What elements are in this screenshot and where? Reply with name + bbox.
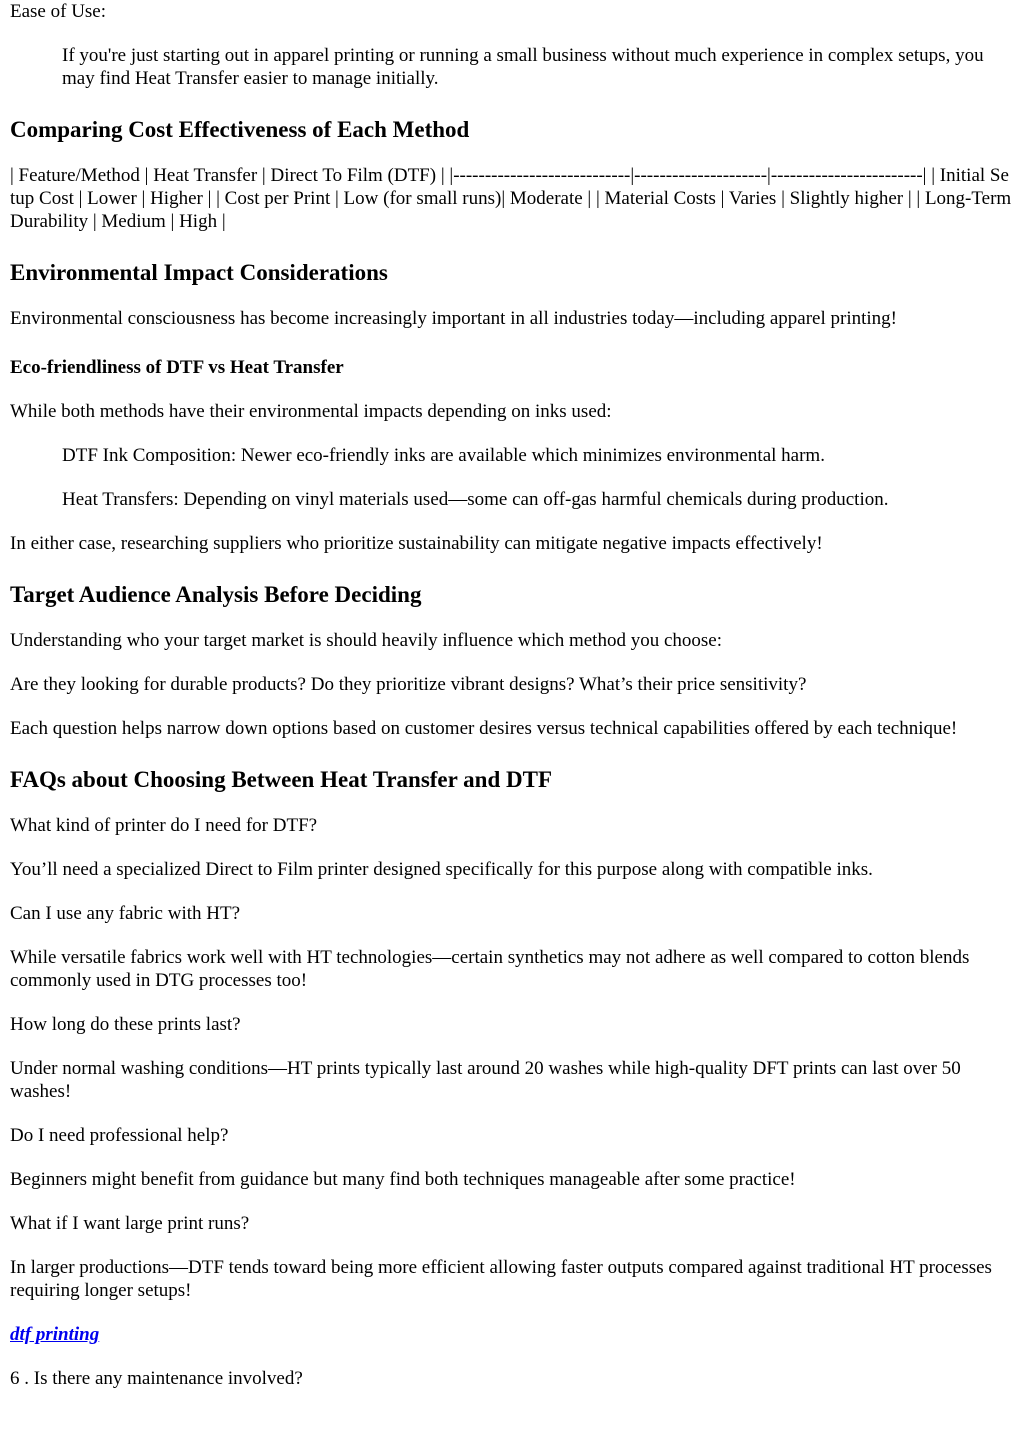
- environment-lead: While both methods have their environmental impacts depending on inks used:: [10, 401, 612, 422]
- environment-intro: Environmental consciousness has become increasingly important in all industries today—including apparel printing!: [10, 308, 897, 329]
- faq-answer-3: Under normal washing conditions—HT prints typically last around 20 washes while high-quality DFT prints can last over 50 washes!: [10, 1058, 961, 1102]
- faq-question-3: How long do these prints last?: [10, 1014, 241, 1035]
- faq-heading: FAQs about Choosing Between Heat Transfer and DTF: [10, 767, 553, 792]
- audience-paragraph-2: Are they looking for durable products? Do they prioritize vibrant designs? What’s their price sensitivity?: [10, 674, 807, 695]
- faq-question-5: What if I want large print runs?: [10, 1213, 250, 1234]
- faq-question-4: Do I need professional help?: [10, 1125, 229, 1146]
- ease-of-use-text: If you're just starting out in apparel printing or running a small business without much experience in complex setups, you may find Heat Transfer easier to manage initially.: [62, 45, 984, 89]
- list-item: Heat Transfers: Depending on vinyl materials used—some can off-gas harmful chemicals during production.: [62, 489, 889, 510]
- faq-answer-4: Beginners might benefit from guidance but many find both techniques manageable after some practice!: [10, 1169, 796, 1190]
- faq-answer-1: You’ll need a specialized Direct to Film printer designed specifically for this purpose along with compatible inks.: [10, 859, 873, 880]
- cost-heading: Comparing Cost Effectiveness of Each Method: [10, 117, 470, 142]
- ease-of-use-label: Ease of Use:: [10, 1, 107, 22]
- faq-answer-2: While versatile fabrics work well with HT technologies—certain synthetics may not adhere as well compared to cotton blends commonly used in DTG processes too!: [10, 947, 970, 991]
- faq-question-2: Can I use any fabric with HT?: [10, 903, 241, 924]
- environment-heading: Environmental Impact Considerations: [10, 260, 388, 285]
- faq-question-6: 6 . Is there any maintenance involved?: [10, 1368, 303, 1389]
- faq-question-1: What kind of printer do I need for DTF?: [10, 815, 318, 836]
- environment-closing: In either case, researching suppliers who prioritize sustainability can mitigate negative impacts effectively!: [10, 533, 823, 554]
- cost-table-text: | Feature/Method | Heat Transfer | Direct To Film (DTF) | |----------------------------|---------------------|------------------------| | Initial Setup Cost | Lower | Higher | | Cost per Print | Low (for small runs)| Moderate | | Material Costs | Varies | Slightly higher | | Long-Term Durability | Medium | High |: [10, 165, 1012, 232]
- link-paragraph: [10, 1323, 1014, 1346]
- audience-heading: Target Audience Analysis Before Deciding: [10, 582, 422, 607]
- audience-paragraph-1: Understanding who your target market is should heavily influence which method you choose:: [10, 630, 722, 651]
- audience-paragraph-3: Each question helps narrow down options based on customer desires versus technical capabilities offered by each technique!: [10, 718, 958, 739]
- list-item: DTF Ink Composition: Newer eco-friendly inks are available which minimizes environmental harm.: [62, 445, 825, 466]
- eco-subheading: Eco-friendliness of DTF vs Heat Transfer: [10, 357, 344, 378]
- faq-answer-5: In larger productions—DTF tends toward being more efficient allowing faster outputs compared against traditional HT processes requiring longer setups!: [10, 1257, 992, 1301]
- dtf-printing-link[interactable]: dtf printing: [10, 1324, 100, 1345]
